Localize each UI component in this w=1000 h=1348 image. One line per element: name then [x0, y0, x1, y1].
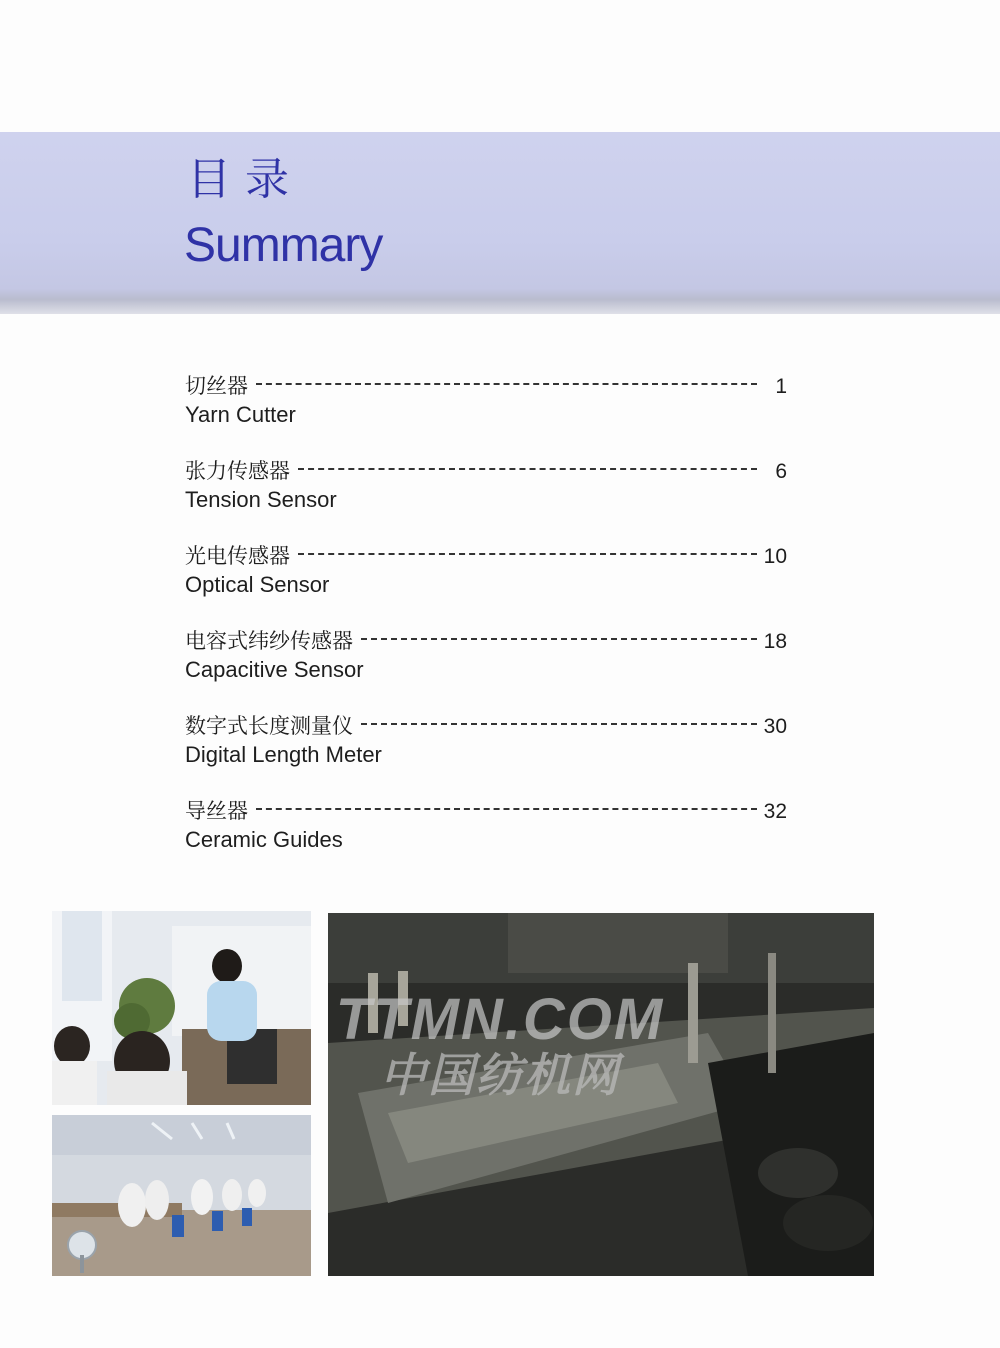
toc-entry-tension-sensor[interactable]	[185, 455, 787, 525]
office-photo-illustration	[52, 911, 311, 1105]
watermark	[290, 987, 710, 1102]
toc-title-en: Digital Length Meter	[185, 742, 382, 767]
office-photo	[52, 911, 311, 1105]
toc-title-en: Tension Sensor	[185, 487, 337, 512]
toc-title-en: Yarn Cutter	[185, 402, 296, 427]
toc-entry-yarn-cutter[interactable]	[185, 370, 787, 440]
toc-page-number: 6	[775, 460, 787, 483]
toc-leader-dashes	[298, 553, 757, 555]
toc-line	[185, 795, 787, 825]
toc-page-number: 32	[763, 800, 787, 823]
workshop-photo-illustration	[52, 1115, 311, 1276]
toc-leader-dashes	[361, 723, 757, 725]
toc-title-zh: 数字式长度测量仪	[185, 714, 353, 738]
toc-title-zh: 切丝器	[185, 374, 248, 398]
toc-line	[185, 455, 787, 485]
header-band	[0, 132, 1000, 314]
toc-title-zh: 张力传感器	[185, 459, 290, 483]
toc-entry-capacitive-sensor[interactable]	[185, 625, 787, 695]
toc-entry-optical-sensor[interactable]	[185, 540, 787, 610]
toc-title-zh: 光电传感器	[185, 544, 290, 568]
toc-leader-dashes	[256, 383, 757, 385]
toc-leader-dashes	[298, 468, 757, 470]
watermark-text-en: TTMN.COM	[335, 987, 665, 1052]
toc-leader-dashes	[361, 638, 757, 640]
toc-page-number: 30	[763, 715, 787, 738]
toc-line	[185, 625, 787, 655]
toc-line	[185, 710, 787, 740]
toc-leader-dashes	[256, 808, 757, 810]
toc-entry-digital-length-meter[interactable]	[185, 710, 787, 780]
toc-title-en: Ceramic Guides	[185, 827, 343, 852]
toc-line	[185, 370, 787, 400]
toc-title-zh: 电容式纬纱传感器	[185, 629, 353, 653]
page-title-zh: 目录	[187, 154, 303, 205]
toc-page-number: 1	[775, 375, 787, 398]
toc-line	[185, 540, 787, 570]
toc-page-number: 10	[763, 545, 787, 568]
workshop-photo	[52, 1115, 311, 1276]
toc-title-en: Capacitive Sensor	[185, 657, 364, 682]
toc-page-number: 18	[763, 630, 787, 653]
toc-title-zh: 导丝器	[185, 799, 248, 823]
toc-title-en: Optical Sensor	[185, 572, 330, 597]
watermark-text-zh: 中国纺机网	[380, 1047, 620, 1102]
toc-entry-ceramic-guides[interactable]	[185, 795, 787, 865]
page-title-en: Summary	[184, 219, 383, 272]
